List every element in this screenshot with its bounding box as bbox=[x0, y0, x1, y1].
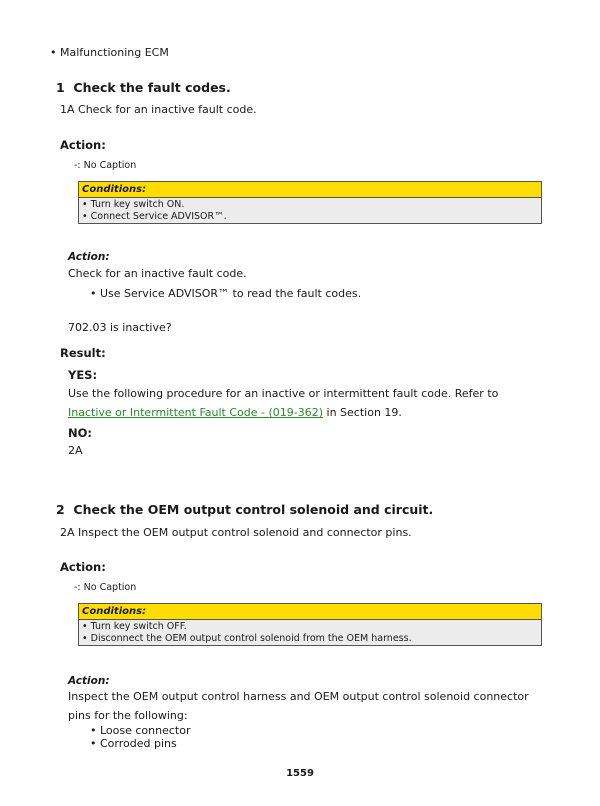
step-1-title bbox=[56, 80, 231, 95]
step-1-conditions-box bbox=[78, 181, 542, 224]
step-1-title-text: Check the fault codes. bbox=[73, 80, 231, 95]
condition-item: • Disconnect the OEM output control solenoid from the OEM harness. bbox=[82, 632, 412, 644]
step-1-result-heading: Result: bbox=[60, 346, 106, 360]
yes-label: YES: bbox=[68, 368, 98, 382]
step-1-number: 1 bbox=[56, 80, 65, 95]
condition-item: • Turn key switch OFF. bbox=[82, 621, 187, 632]
list-item: • Loose connector bbox=[90, 724, 191, 737]
step-1-question: 702.03 is inactive? bbox=[68, 321, 172, 334]
step-2-conditions-title: Conditions: bbox=[79, 604, 541, 620]
step-1-action-heading: Action: bbox=[60, 138, 106, 152]
yes-text-line-2 bbox=[68, 403, 544, 422]
step-2-caption: -: No Caption bbox=[74, 582, 137, 593]
step-1-action-label: Action: bbox=[68, 251, 110, 263]
page-number: 1559 bbox=[286, 768, 314, 779]
step-2-action-label: Action: bbox=[68, 675, 110, 687]
step-1-conditions-list bbox=[79, 198, 541, 223]
step-1-substep: 1A Check for an inactive fault code. bbox=[60, 103, 257, 116]
yes-text-after: in Section 19. bbox=[323, 406, 402, 419]
step-1-action-text: Check for an inactive fault code. bbox=[68, 267, 247, 280]
step-1-conditions-title: Conditions: bbox=[79, 182, 541, 198]
yes-text-line-1: Use the following procedure for an inactive or intermittent fault code. Refer to bbox=[68, 387, 499, 400]
step-1-action-bullet: • Use Service ADVISOR™ to read the fault codes. bbox=[90, 287, 362, 300]
step-1-caption: -: No Caption bbox=[74, 160, 137, 171]
intro-bullet: • Malfunctioning ECM bbox=[50, 46, 169, 59]
no-label: NO: bbox=[68, 426, 92, 440]
no-text: 2A bbox=[68, 444, 83, 457]
step-2-action-line-2: pins for the following: bbox=[68, 709, 188, 722]
step-2-title bbox=[56, 502, 433, 517]
step-2-action-bullets bbox=[90, 724, 190, 750]
step-2-substep: 2A Inspect the OEM output control solenoid and connector pins. bbox=[60, 526, 412, 539]
step-2-conditions-list bbox=[79, 620, 541, 645]
step-2-conditions-box bbox=[78, 603, 542, 646]
condition-item: • Turn key switch ON. bbox=[82, 199, 185, 210]
inactive-fault-code-link[interactable]: Inactive or Intermittent Fault Code - (019-362) bbox=[68, 406, 324, 419]
yes-text bbox=[68, 384, 544, 422]
list-item: • Corroded pins bbox=[90, 737, 177, 750]
step-2-action-heading: Action: bbox=[60, 560, 106, 574]
condition-item: • Connect Service ADVISOR™. bbox=[82, 210, 227, 222]
step-2-action-text bbox=[68, 687, 548, 725]
step-2-number: 2 bbox=[56, 502, 65, 517]
step-2-title-text: Check the OEM output control solenoid and circuit. bbox=[73, 502, 434, 517]
step-2-action-line-1: Inspect the OEM output control harness and OEM output control solenoid connector bbox=[68, 690, 529, 703]
